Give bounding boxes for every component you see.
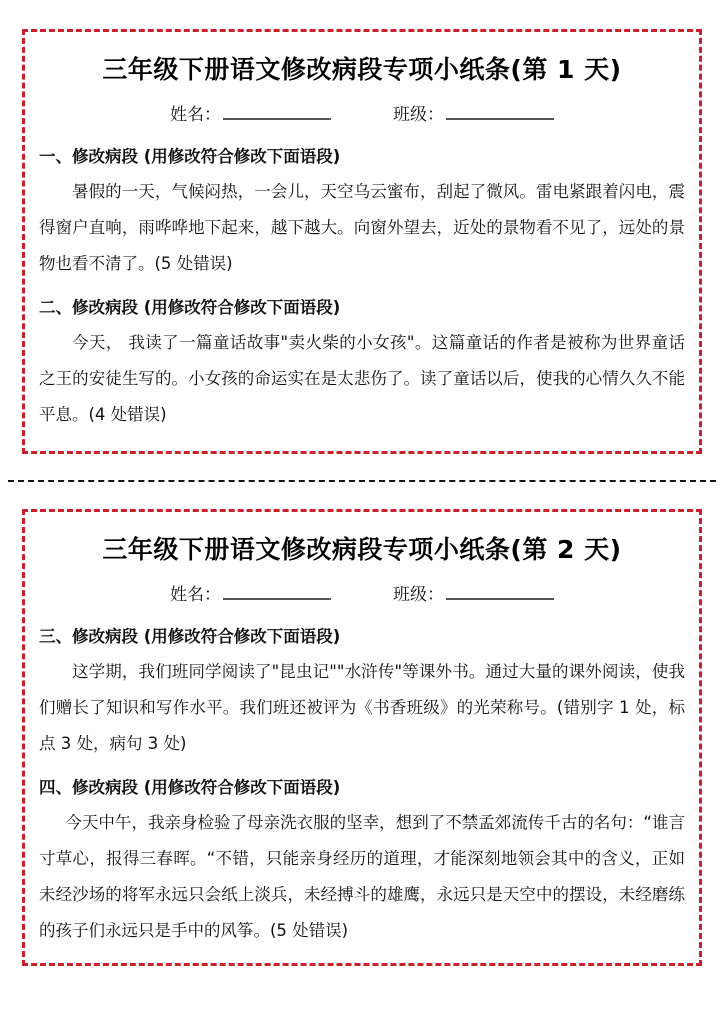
class-label: 班级：: [393, 585, 444, 605]
exercise-1: [39, 145, 685, 282]
name-field-day2: [170, 580, 331, 605]
name-label: 姓名：: [170, 105, 221, 125]
cut-line-divider: [8, 480, 716, 482]
page-title-day2: 三年级下册语文修改病段专项小纸条(第 2 天): [102, 535, 622, 564]
exercise-4-passage[interactable]: 今天中午，我亲身检验了母亲洗衣服的坚幸，想到了不禁孟郊流传千古的名句：“谁言寸草心，报得三春晖。“不错，只能亲身经历的道理，才能深刻地领会其中的含义，正如未经沙场的将军永远只会纸上淡兵，未经搏斗的雄鹰，永远只是天空中的摆设，未经磨练的孩子们永远只是手中的风筝。(5 处错误): [39, 812, 685, 940]
class-label: 班级：: [393, 105, 444, 125]
exercise-1-passage[interactable]: 暑假的一天，气候闷热，一会儿，天空乌云蜜布，刮起了微风。雷电紧跟着闪电，震得窗户直响，雨哗哗地下起来，越下越大。向窗外望去，近处的景物看不见了，远处的景物也看不清了。(5 处错误): [39, 181, 685, 273]
class-input-blank[interactable]: [446, 103, 554, 120]
name-input-blank[interactable]: [223, 583, 331, 600]
page-title-day1: 三年级下册语文修改病段专项小纸条(第 1 天): [102, 55, 622, 84]
exercise-4-heading: 四、修改病段 (用修改符合修改下面语段): [39, 777, 341, 797]
exercise-3-heading: 三、修改病段 (用修改符合修改下面语段): [39, 627, 341, 646]
exercise-3: [39, 625, 685, 762]
exercise-2: [39, 296, 685, 433]
worksheet-card-day1: [22, 29, 702, 454]
name-field-day1: [170, 100, 331, 125]
student-id-row-day1: [39, 100, 685, 125]
class-input-blank[interactable]: [446, 583, 554, 600]
class-field-day2: [393, 580, 554, 605]
name-input-blank[interactable]: [223, 103, 331, 120]
student-id-row-day2: [39, 580, 685, 605]
exercise-2-passage[interactable]: 今天， 我读了一篇童话故事"卖火柴的小女孩"。这篇童话的作者是被称为世界童话之王的安徒生写的。小女孩的命运实在是太悲伤了。读了童话以后，使我的心情久久不能平息。(4 处错误): [39, 332, 685, 424]
exercise-2-heading: 二、修改病段 (用修改符合修改下面语段): [39, 297, 341, 317]
name-label: 姓名：: [170, 585, 221, 605]
exercise-3-passage[interactable]: 这学期，我们班同学阅读了"昆虫记""水浒传"等课外书。通过大量的课外阅读，使我们赠长了知识和写作水平。我们班还被评为《书香班级》的光荣称号。(错别字 1 处，标点 3 处，病句 3 处): [39, 661, 685, 753]
class-field-day1: [393, 100, 554, 125]
exercise-1-heading: 一、修改病段 (用修改符合修改下面语段): [39, 147, 341, 166]
exercise-4: [39, 776, 685, 949]
worksheet-card-day2: [22, 509, 702, 966]
